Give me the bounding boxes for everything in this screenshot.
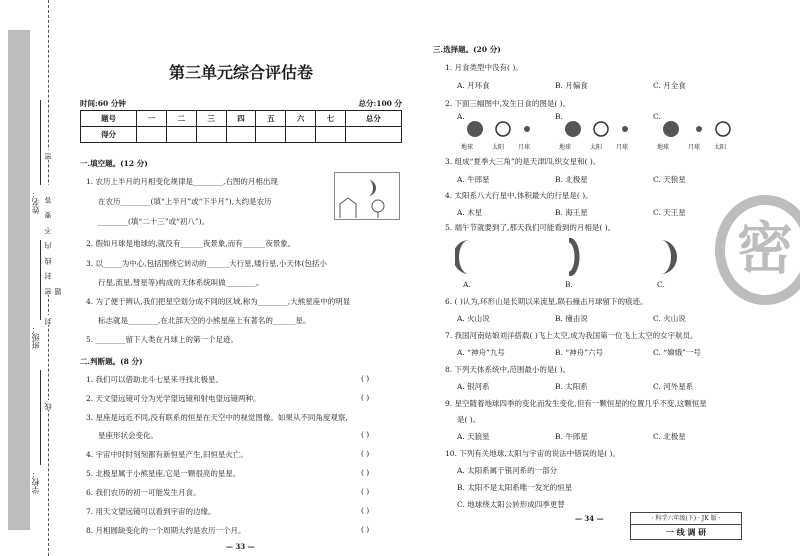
moon-phase-b-icon [569,240,577,274]
choice-option[interactable]: B. 撞击说 [555,314,588,323]
judge-line: 5. 北极星属于小熊星座,它是一颗很亮的星星。 [86,469,241,478]
choice-option[interactable]: A. 牛郎星 [457,175,490,184]
choice-question: 5. 端午节就要到了,那天我们可能看到的月相是( )。 [445,223,616,232]
choice-question: 7. 我国河南姑娘刘洋搭载( )飞上太空,成为我国第一位飞上太空的女宇航员。 [445,331,698,340]
moon-icon [696,126,702,132]
score-header: 一 [137,111,167,127]
seal-mark-2: 封 [44,315,52,325]
page-number-left: — 33 — [226,542,255,551]
fill-line: 2. 假如月球是地球的,就没有______夜景象,而有______夜景象。 [86,239,296,248]
choice-question: 1. 月食类型中没有( )。 [445,63,523,72]
score-cell[interactable] [166,127,196,143]
choice-option[interactable]: A. [463,280,471,289]
score-header: 四 [226,111,256,127]
moon-picture [334,172,400,220]
choice-option[interactable]: C. [657,280,665,289]
margin-gray-band [8,30,30,530]
judge-line: 星座形状会变化。 [98,431,158,440]
score-header-row [81,111,402,127]
score-cell[interactable] [226,127,256,143]
score-header: 六 [286,111,316,127]
judge-line: 8. 月相圆缺变化的一个周期大约是农历一个月。 [86,526,246,535]
choice-option[interactable]: C. [653,112,661,121]
score-cell[interactable] [316,127,346,143]
score-header: 题号 [81,111,137,127]
answer-paren[interactable]: ( ) [361,487,370,496]
choice-option[interactable]: C. 火山说 [653,314,686,323]
fill-line: 4. 为了便于辨认,我们把星空划分成不同的区域,称为________,大熊星座中的明显 [86,297,351,306]
choice-question: 8. 下列天体系统中,范围最小的是( )。 [445,365,571,374]
judge-line: 1. 我们可以借助北斗七星来寻找北极星。 [86,375,224,384]
choice-question: 9. 星空随着地球四季的变化而发生变化,但有一颗恒星的位置几乎不变,这颗恒星 [445,399,707,408]
section-fill-title: 一.填空题。(12 分) [80,159,148,168]
score-cell[interactable] [196,127,226,143]
fill-line: 5. ________留下人类在月球上的第一个足迹。 [86,335,239,344]
score-cell[interactable] [345,127,401,143]
picture-frame [335,173,400,220]
choice-option[interactable]: B. 太阳系 [555,382,588,391]
name-label: 姓名： [31,190,40,214]
sun-icon [496,122,510,136]
crescent-moon [368,180,376,196]
choice-option[interactable]: C. 河外星系 [653,382,694,391]
score-header: 七 [316,111,346,127]
fill-line: 在农历________(填“上半月”或“下半月”),大约是农历 [98,197,272,206]
left-page [66,0,416,556]
choice-option[interactable]: A. [457,112,465,121]
earth-icon [467,121,483,137]
answer-paren[interactable]: ( ) [361,449,370,458]
sun-icon [594,122,608,136]
choice-option[interactable]: A. 天狼星 [457,432,490,441]
eclipse-label: 地球 [461,144,474,151]
section-choice-title: 三.选择题。(20 分) [433,45,501,54]
choice-option[interactable]: A. 木星 [457,208,483,217]
score-table [80,110,402,143]
choice-question: 2. 下面三幅图中,发生日食的图是( )。 [445,99,571,108]
answer-paren[interactable]: ( ) [361,393,370,402]
eclipse-label: 地球 [559,144,572,151]
eclipse-label: 月球 [518,144,531,151]
class-label: 班级： [31,325,40,349]
score-header: 五 [256,111,286,127]
score-value-row [81,127,402,143]
answer-paren[interactable]: ( ) [361,468,370,477]
answer-paren[interactable]: ( ) [361,525,370,534]
earth-icon [565,121,581,137]
answer-paren[interactable]: ( ) [361,506,370,515]
fill-line: 1. 农历上半月的月相变化规律是________,右图的月相出现 [86,177,278,186]
eclipse-label: 月球 [616,144,629,151]
choice-option[interactable]: A. 银河系 [457,382,490,391]
choice-question-cont: 是( )。 [457,415,481,424]
class-field[interactable] [40,240,41,320]
section-judge-title: 二.判断题。(8 分) [80,357,143,366]
judge-line: 2. 天文望远镜可分为光学望远镜和射电望远镜两种。 [86,394,261,403]
moon-phase-figures [455,238,755,276]
choice-option[interactable]: B. [555,112,563,121]
choice-option[interactable]: B. 太阳不是太阳系唯一发光的恒星 [457,483,573,492]
choice-question: 6. ( )认为,环形山是长期以来流星,陨石撞击月球留下的痕迹。 [445,297,648,306]
score-header: 二 [166,111,196,127]
eclipse-label: 月球 [688,144,701,151]
choice-option[interactable]: B. 月偏食 [555,81,588,90]
score-cell[interactable] [137,127,167,143]
answer-paren[interactable]: ( ) [361,430,370,439]
fill-line: ________(填“二十三”或“初八”)。 [98,217,210,226]
fill-line: 3. 以_____为中心,包括围绕它转动的______大行星,矮行星,小天体(包括小 [86,259,327,268]
choice-question: 10. 下列有关地球,太阳与宇宙的说法中错误的是( )。 [445,449,620,458]
choice-question: 3. 组成“夏季大三角”的是天津四,织女星和( )。 [445,157,601,166]
judge-line: 4. 宇宙中时时刻刻都有新恒星产生,旧恒星火亡。 [86,450,248,459]
choice-option[interactable]: A. 太阳系属于银河系的一部分 [457,466,558,475]
choice-option[interactable]: C. “嫦娥”一号 [653,348,701,357]
choice-option[interactable]: C. 月全食 [653,81,686,90]
score-header: 总分 [345,111,401,127]
eclipse-label: 太阳 [714,144,727,151]
school-field[interactable] [40,370,41,465]
score-cell[interactable] [286,127,316,143]
total-score: 总分:100 分 [358,99,402,108]
choice-option[interactable]: C. 天狼星 [653,175,686,184]
page-number-right: — 34 — [575,514,604,523]
moon-phase-c-icon [661,240,677,274]
choice-option[interactable]: B. 海王星 [555,208,588,217]
seal-warning-text: 密 封 线 内 不 要 答 题 [43,185,63,295]
eclipse-label: 太阳 [492,144,505,151]
eclipse-label: 地球 [657,144,670,151]
score-row-label: 得分 [81,127,137,143]
judge-line: 7. 用天文望远镜可以看到宇宙的边缘。 [86,507,216,516]
choice-option[interactable]: B. “神舟”六号 [555,348,603,357]
choice-option[interactable]: B. 北极星 [555,175,588,184]
choice-option[interactable]: C. 北极星 [653,432,686,441]
judge-line: 3. 星座是远近不同,没有联系的恒星在天空中的视觉图像。如果从不同角度观察, [86,413,348,422]
answer-paren[interactable]: ( ) [361,374,370,383]
footer-brand: 一 线 调 研 [665,527,707,537]
judge-line: 6. 我们农历的初一可能发生月食。 [86,488,201,497]
moon-icon [622,126,628,132]
choice-option[interactable]: B. [565,280,573,289]
moon-icon [524,126,530,132]
choice-option[interactable]: C. 天王星 [653,208,686,217]
score-header: 三 [196,111,226,127]
school-label: 学校： [31,470,40,494]
time-limit: 时间:60 分钟 [80,99,126,108]
name-field[interactable] [40,100,41,185]
moon-phase-a-icon [455,240,469,274]
sun-icon [716,122,730,136]
seal-mark-1: 密 [44,150,52,160]
choice-option[interactable]: B. 牛郎星 [555,432,588,441]
tree-crown [372,200,384,212]
publisher-footer [630,512,742,540]
fill-line: 标志就是________,在北部天空的小熊星座上有著名的______星。 [98,316,311,325]
house-outline [340,198,356,218]
choice-option[interactable]: A. 火山说 [457,314,490,323]
footer-subject: · 科学六年级(下) · JK 版 · [631,513,741,525]
seal-mark-3: 线 [44,400,52,410]
earth-icon [663,121,679,137]
binding-margin [0,0,66,556]
choice-question: 4. 太阳系八大行星中,体积最大的行星是( )。 [445,191,593,200]
choice-option[interactable]: A. “神舟”九号 [457,348,505,357]
confidential-stamp: 密 [715,195,800,305]
eclipse-label: 太阳 [590,144,603,151]
page-title: 第三单元综合评估卷 [168,63,313,82]
fill-line: 行星,流星,彗星等)构成的天体系统叫做________。 [98,278,264,287]
score-cell[interactable] [256,127,286,143]
choice-option[interactable]: A. 月环食 [457,81,490,90]
choice-option[interactable]: C. 地球绕太阳公转形成四季更替 [457,500,565,509]
